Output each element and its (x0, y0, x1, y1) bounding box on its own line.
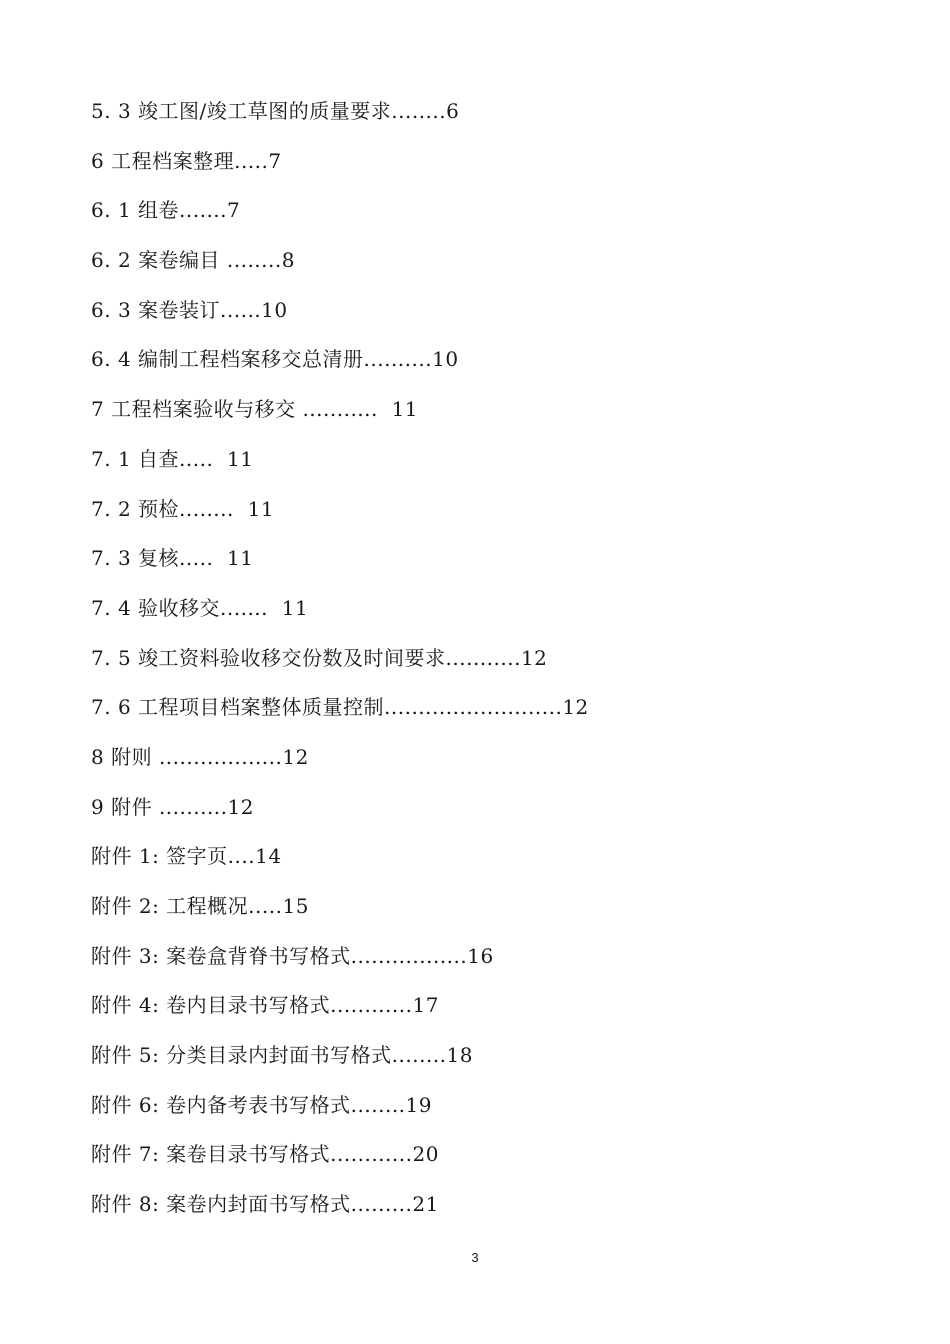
toc-entry[interactable]: 附件 1: 签字页....14 (91, 844, 282, 869)
toc-entry[interactable]: 7. 2 预检........ 11 (91, 496, 275, 521)
toc-entry[interactable]: 附件 7: 案卷目录书写格式............20 (91, 1142, 439, 1167)
toc-entry[interactable]: 7. 5 竣工资料验收移交份数及时间要求...........12 (91, 645, 548, 670)
toc-entry[interactable]: 8 附则 ..................12 (91, 744, 309, 769)
toc-entry[interactable]: 附件 4: 卷内目录书写格式............17 (91, 993, 439, 1018)
toc-entry[interactable]: 6. 3 案卷装订......10 (91, 297, 288, 322)
toc-entry[interactable]: 6 工程档案整理.....7 (91, 148, 282, 173)
toc-entry[interactable]: 附件 3: 案卷盒背脊书写格式.................16 (91, 943, 494, 968)
toc-entry[interactable]: 7. 6 工程项目档案整体质量控制..........................12 (91, 695, 589, 720)
toc-entry[interactable]: 5. 3 竣工图/竣工草图的质量要求........6 (91, 99, 460, 123)
toc-entry[interactable]: 6. 1 组卷.......7 (91, 198, 241, 223)
toc-entry[interactable]: 附件 5: 分类目录内封面书写格式........18 (91, 1043, 473, 1068)
toc-entry[interactable]: 附件 6: 卷内备考表书写格式........19 (91, 1092, 432, 1117)
toc-entry[interactable]: 6. 2 案卷编目 ........8 (91, 248, 295, 273)
toc-entry[interactable]: 7. 3 复核..... 11 (91, 546, 254, 571)
toc-entry[interactable]: 7. 4 验收移交....... 11 (91, 595, 309, 620)
toc-entry[interactable]: 7. 1 自查..... 11 (91, 446, 254, 471)
toc-entry[interactable]: 附件 2: 工程概况.....15 (91, 894, 309, 918)
toc-entry[interactable]: 附件 8: 案卷内封面书写格式.........21 (91, 1192, 439, 1217)
toc-entry[interactable]: 9 附件 ..........12 (91, 794, 254, 819)
toc-entry[interactable]: 7 工程档案验收与移交 ........... 11 (91, 397, 419, 422)
table-of-contents (91, 93, 589, 1236)
toc-entry[interactable]: 6. 4 编制工程档案移交总清册..........10 (91, 347, 459, 372)
page-number: 3 (471, 1250, 479, 1265)
